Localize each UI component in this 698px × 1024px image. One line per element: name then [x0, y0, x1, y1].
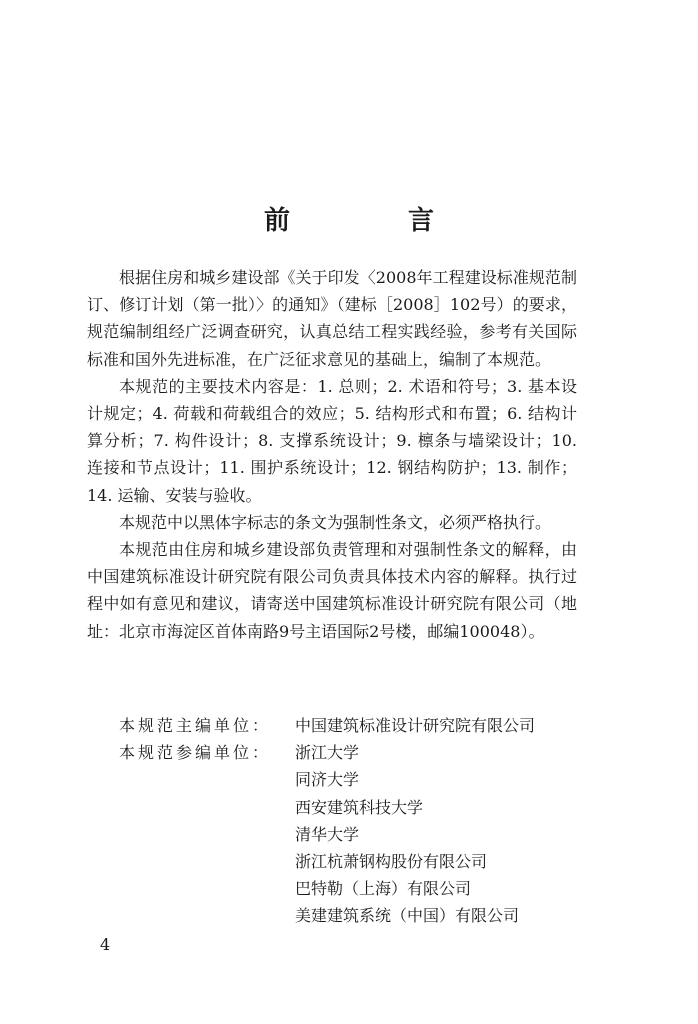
participating-unit: 巴特勒（上海）有限公司 — [295, 879, 472, 899]
participating-unit: 西安建筑科技大学 — [295, 797, 424, 817]
preface-paragraph-1: 根据住房和城乡建设部《关于印发〈2008年工程建设标准规范制订、修订计划（第一批）〉的通知》（建标［2008］102号）的要求，规范编制组经广泛调查研究，认真总结工程实践经验，参考有关国际标准和国外先进标准，在广泛征求意见的基础上，编制了本规范。 — [87, 268, 577, 369]
participating-units-list — [295, 739, 519, 929]
participating-unit: 美建建筑系统（中国）有限公司 — [295, 906, 520, 926]
participating-unit: 浙江杭萧钢构股份有限公司 — [295, 852, 488, 872]
participating-units-row — [119, 739, 589, 929]
participating-unit: 同济大学 — [295, 770, 360, 790]
drafting-units — [119, 712, 589, 930]
preface-paragraph-3: 本规范中以黑体字标志的条文为强制性条文，必须严格执行。 — [119, 512, 552, 532]
preface-paragraph-4: 本规范由住房和城乡建设部负责管理和对强制性条文的解释，由中国建筑标准设计研究院有限公司负责具体技术内容的解释。执行过程中如有意见和建议，请寄送中国建筑标准设计研究院有限公司（地址：北京市海淀区首体南路9号主语国际2号楼，邮编100048）。 — [87, 540, 577, 641]
participating-units-label: 本规范参编单位： — [119, 743, 272, 763]
chief-unit-label: 本规范主编单位： — [119, 716, 272, 735]
page-number: 4 — [100, 935, 111, 954]
preface-body — [87, 264, 577, 645]
participating-unit: 清华大学 — [295, 824, 360, 844]
participating-unit: 浙江大学 — [295, 743, 360, 763]
chief-unit-row — [119, 712, 589, 739]
page-title: 前 言 — [263, 206, 480, 236]
preface-paragraph-2: 本规范的主要技术内容是：1. 总则；2. 术语和符号；3. 基本设计规定；4. 荷载和荷载组合的效应；5. 结构形式和布置；6. 结构计算分析；7. 构件设计；8. 支撑系统设计；9. 檩条与墙梁设计；10. 连接和节点设计；11. 围护系统设计；12. 钢结构防护；13. 制作；14. 运输、安装与验收。 — [87, 376, 577, 505]
chief-unit-value: 中国建筑标准设计研究院有限公司 — [295, 716, 536, 735]
